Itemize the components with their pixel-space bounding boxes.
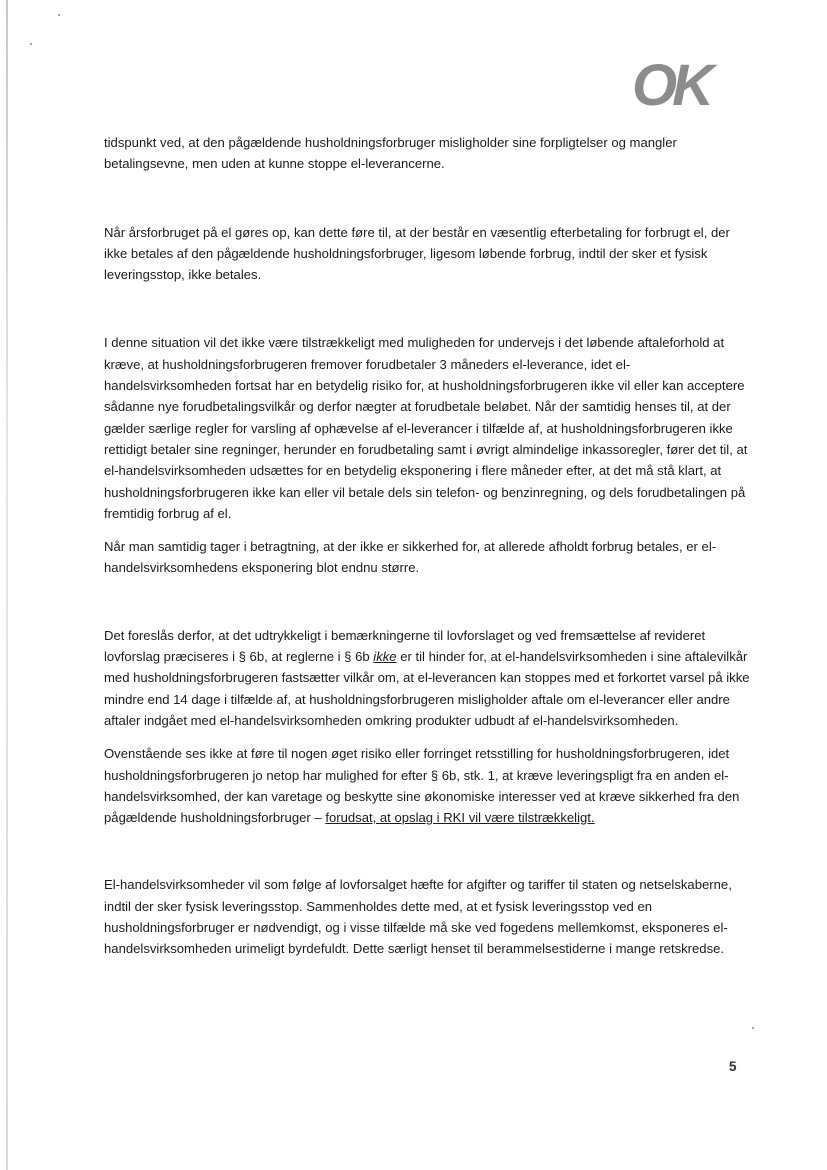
scan-edge xyxy=(6,0,8,1170)
paragraph-2: Når årsforbruget på el gøres op, kan dette føre til, at der består en væsentlig efterbetaling for forbrugt el, der ikke betales af den pågældende husholdningsforbruger, ligesom løbende forbrug, indtil der sker et fysisk leveringsstop, ikke betales. xyxy=(104,224,730,283)
ok-logo xyxy=(632,58,752,114)
page-number: 5 xyxy=(729,1059,737,1074)
paragraph-1: tidspunkt ved, at den pågældende husholdningsforbruger misligholder sine forpligtelser og mangler betalingsevne, men uden at kunne stoppe el-leverancerne. xyxy=(104,135,677,172)
scan-speck xyxy=(752,1027,754,1029)
paragraph-6 xyxy=(104,743,754,828)
paragraph-3: I denne situation vil det ikke være tilstrækkeligt med muligheden for undervejs i det løbende aftaleforhold at kræve, at husholdningsforbrugeren fremover forudbetaler 3 måneders el-leverance, idet el-handelsvirksomheden fortsat har en betydelig risiko for, at husholdningsforbrugeren ikke vil eller kan acceptere sådanne nye forudbetalingsvilkår og derfor nægter at forudbetale beløbet. Når der samtidig henses til, at der gælder særlige regler for varsling af ophævelse af el-leverancer i tilfælde af, at husholdningsforbrugeren ikke rettidigt betaler sine regninger, herunder en forudbetaling samt i øvrigt almindelige inkassoregler, fører det til, at el-handelsvirksomheden udsættes for en betydelig eksponering i flere måneder efter, at det må stå klart, at husholdningsforbrugeren ikke kan eller vil betale dels sin telefon- og benzinregning, og dels forudbetalingen på fremtidig forbrug af el. xyxy=(104,335,748,521)
scan-speck xyxy=(30,43,32,45)
paragraph-5 xyxy=(104,625,754,731)
document-body xyxy=(104,128,754,960)
svg-text:OK: OK xyxy=(632,58,709,114)
paragraph-4: Når man samtidig tager i betragtning, at der ikke er sikkerhed for, at allerede afholdt forbrug betales, er el-handelsvirksomhedens eksponering blot endnu større. xyxy=(104,539,717,576)
paragraph-7: El-handelsvirksomheder vil som følge af lovforsalget hæfte for afgifter og tariffer til staten og netselskaberne, indtil der sker fysisk leveringsstop. Sammenholdes dette med, at et fysisk leveringsstop ved en husholdningsforbruger er nødvendigt, og i visse tilfælde må ske ved fogedens mellemkomst, eksponeres el-handelsvirksomheden urimeligt byrdefuldt. Dette særligt henset til berammelsestiderne i mange retskredse. xyxy=(104,877,732,957)
paragraph-5-start: Det foreslås derfor, at det udtrykkeligt i bemærkningerne til lovforslaget og ved fremsættelse af revideret lovforslag præciseres i § 6b, at reglerne i § 6b xyxy=(104,627,706,665)
emphasis-ikke: ikke xyxy=(373,649,397,665)
underlined-condition: forudsat, at opslag i RKI vil være tilstrækkeligt. xyxy=(325,810,595,826)
scan-speck xyxy=(58,14,60,16)
paragraph-5-end: er til hinder for, at el-handelsvirksomheden i sine aftalevilkår med husholdningsforbrugeren fastsætter vilkår om, at el-leverancen kan stoppes med et forkortet varsel på ikke mindre end 14 dage i tilfælde af, at husholdningsforbrugeren misligholder aftale om el-leverancer eller andre aftaler indgået med el-handelsvirksomheden omkring produkter udbudt af el-handelsvirksomheden. xyxy=(104,649,750,728)
paragraph-6-start: Ovenstående ses ikke at føre til nogen øget risiko eller forringet retsstilling for husholdningsforbrugeren, idet husholdningsforbrugeren jo netop har mulighed for efter § 6b, stk. 1, at kræve leveringspligt fra en anden el-handelsvirksomhed, der kan varetage og beskytte sine økonomiske interesser ved at kræve sikkerhed fra den pågældende husholdningsforbruger – xyxy=(104,746,740,826)
